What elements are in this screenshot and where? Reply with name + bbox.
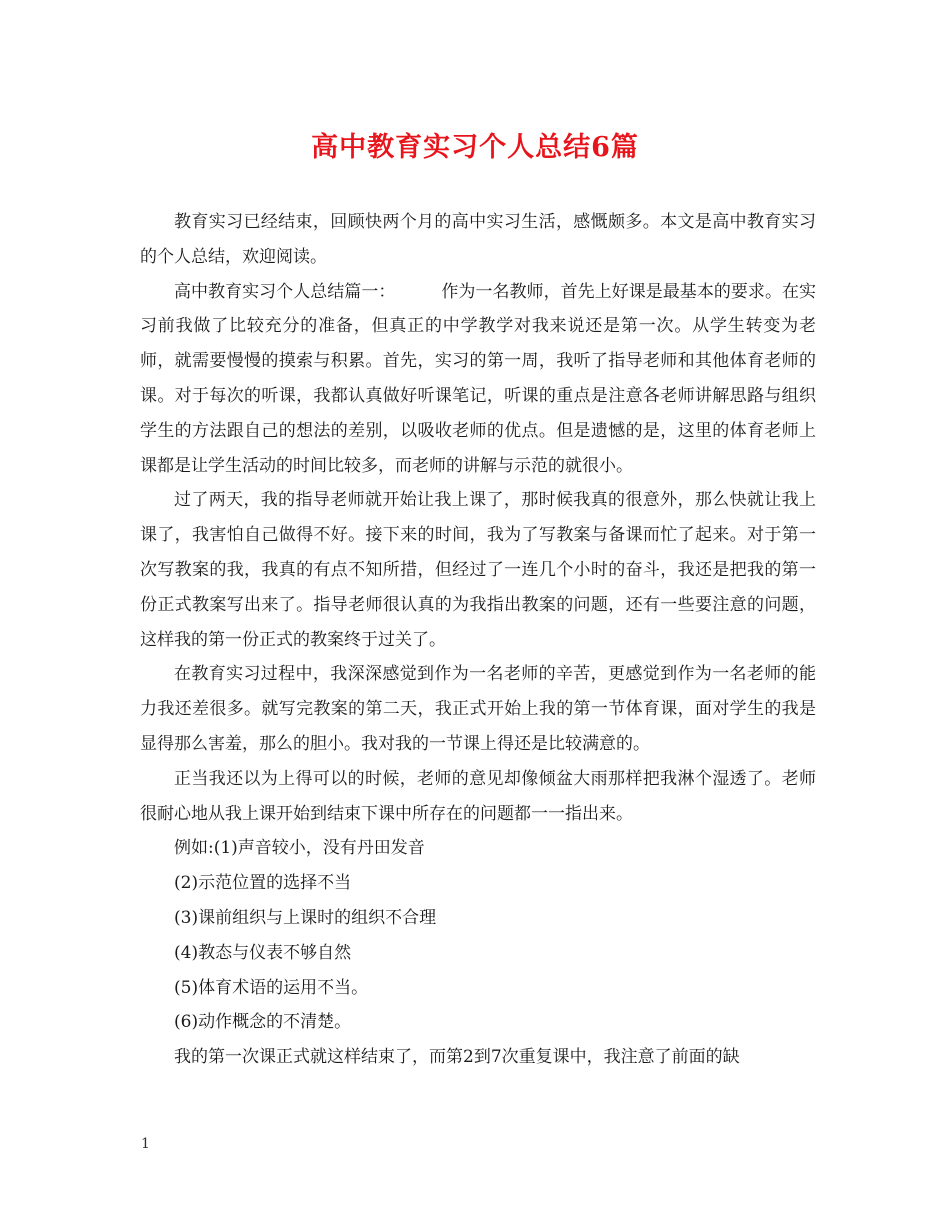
closing-paragraph: 我的第一次课正式就这样结束了，而第2到7次重复课中，我注意了前面的缺 (174, 1047, 740, 1068)
document-title: 高中教育实习个人总结6篇 (311, 132, 639, 163)
body-paragraph: 在教育实习过程中，我深深感觉到作为一名老师的辛苦，更感觉到作为一名老师的能力我还差很多。就写完教案的第二天，我正式开始上我的第一节体育课，面对学生的我是显得那么害羞，那么的胆小。我对我的一节课上得还是比较满意的。 (140, 664, 816, 754)
section-one-paragraph (140, 275, 816, 484)
list-item: (6)动作概念的不清楚。 (174, 1012, 352, 1033)
list-item: 例如:(1)声音较小，没有丹田发音 (174, 838, 425, 859)
list-item: (5)体育术语的运用不当。 (174, 977, 369, 998)
list-item: (3)课前组织与上课时的组织不合理 (174, 907, 437, 928)
list-item: (4)教态与仪表不够自然 (174, 942, 352, 963)
list-item: (2)示范位置的选择不当 (174, 873, 352, 894)
section-one-heading: 高中教育实习个人总结篇一： (174, 281, 396, 302)
intro-paragraph: 教育实习已经结束，回顾快两个月的高中实习生活，感慨颇多。本文是高中教育实习的个人总结，欢迎阅读。 (140, 212, 816, 267)
page-number: 1 (141, 1136, 150, 1152)
section-one-text: 作为一名教师，首先上好课是最基本的要求。在实习前我做了比较充分的准备，但真正的中学教学对我来说还是第一次。从学生转变为老师，就需要慢慢的摸索与积累。首先，实习的第一周，我听了指导老师和其他体育老师的课。对于每次的听课，我都认真做好听课笔记，听课的重点是注意各老师讲解思路与组织学生的方法跟自己的想法的差别，以吸收老师的优点。但是遗憾的是，这里的体育老师上课都是让学生活动的时间比较多，而老师的讲解与示范的就很小。 (140, 281, 817, 476)
document-body (140, 205, 816, 1075)
body-paragraph: 正当我还以为上得可以的时候，老师的意见却像倾盆大雨那样把我淋个湿透了。老师很耐心地从我上课开始到结束下课中所存在的问题都一一指出来。 (140, 768, 816, 824)
body-paragraph: 过了两天，我的指导老师就开始让我上课了，那时候我真的很意外，那么快就让我上课了，我害怕自己做得不好。接下来的时间，我为了写教案与备课而忙了起来。对于第一次写教案的我，我真的有点不知所措，但经过了一连几个小时的奋斗，我还是把我的第一份正式教案写出来了。指导老师很认真的为我指出教案的问题，还有一些要注意的问题，这样我的第一份正式的教案终于过关了。 (140, 490, 816, 650)
